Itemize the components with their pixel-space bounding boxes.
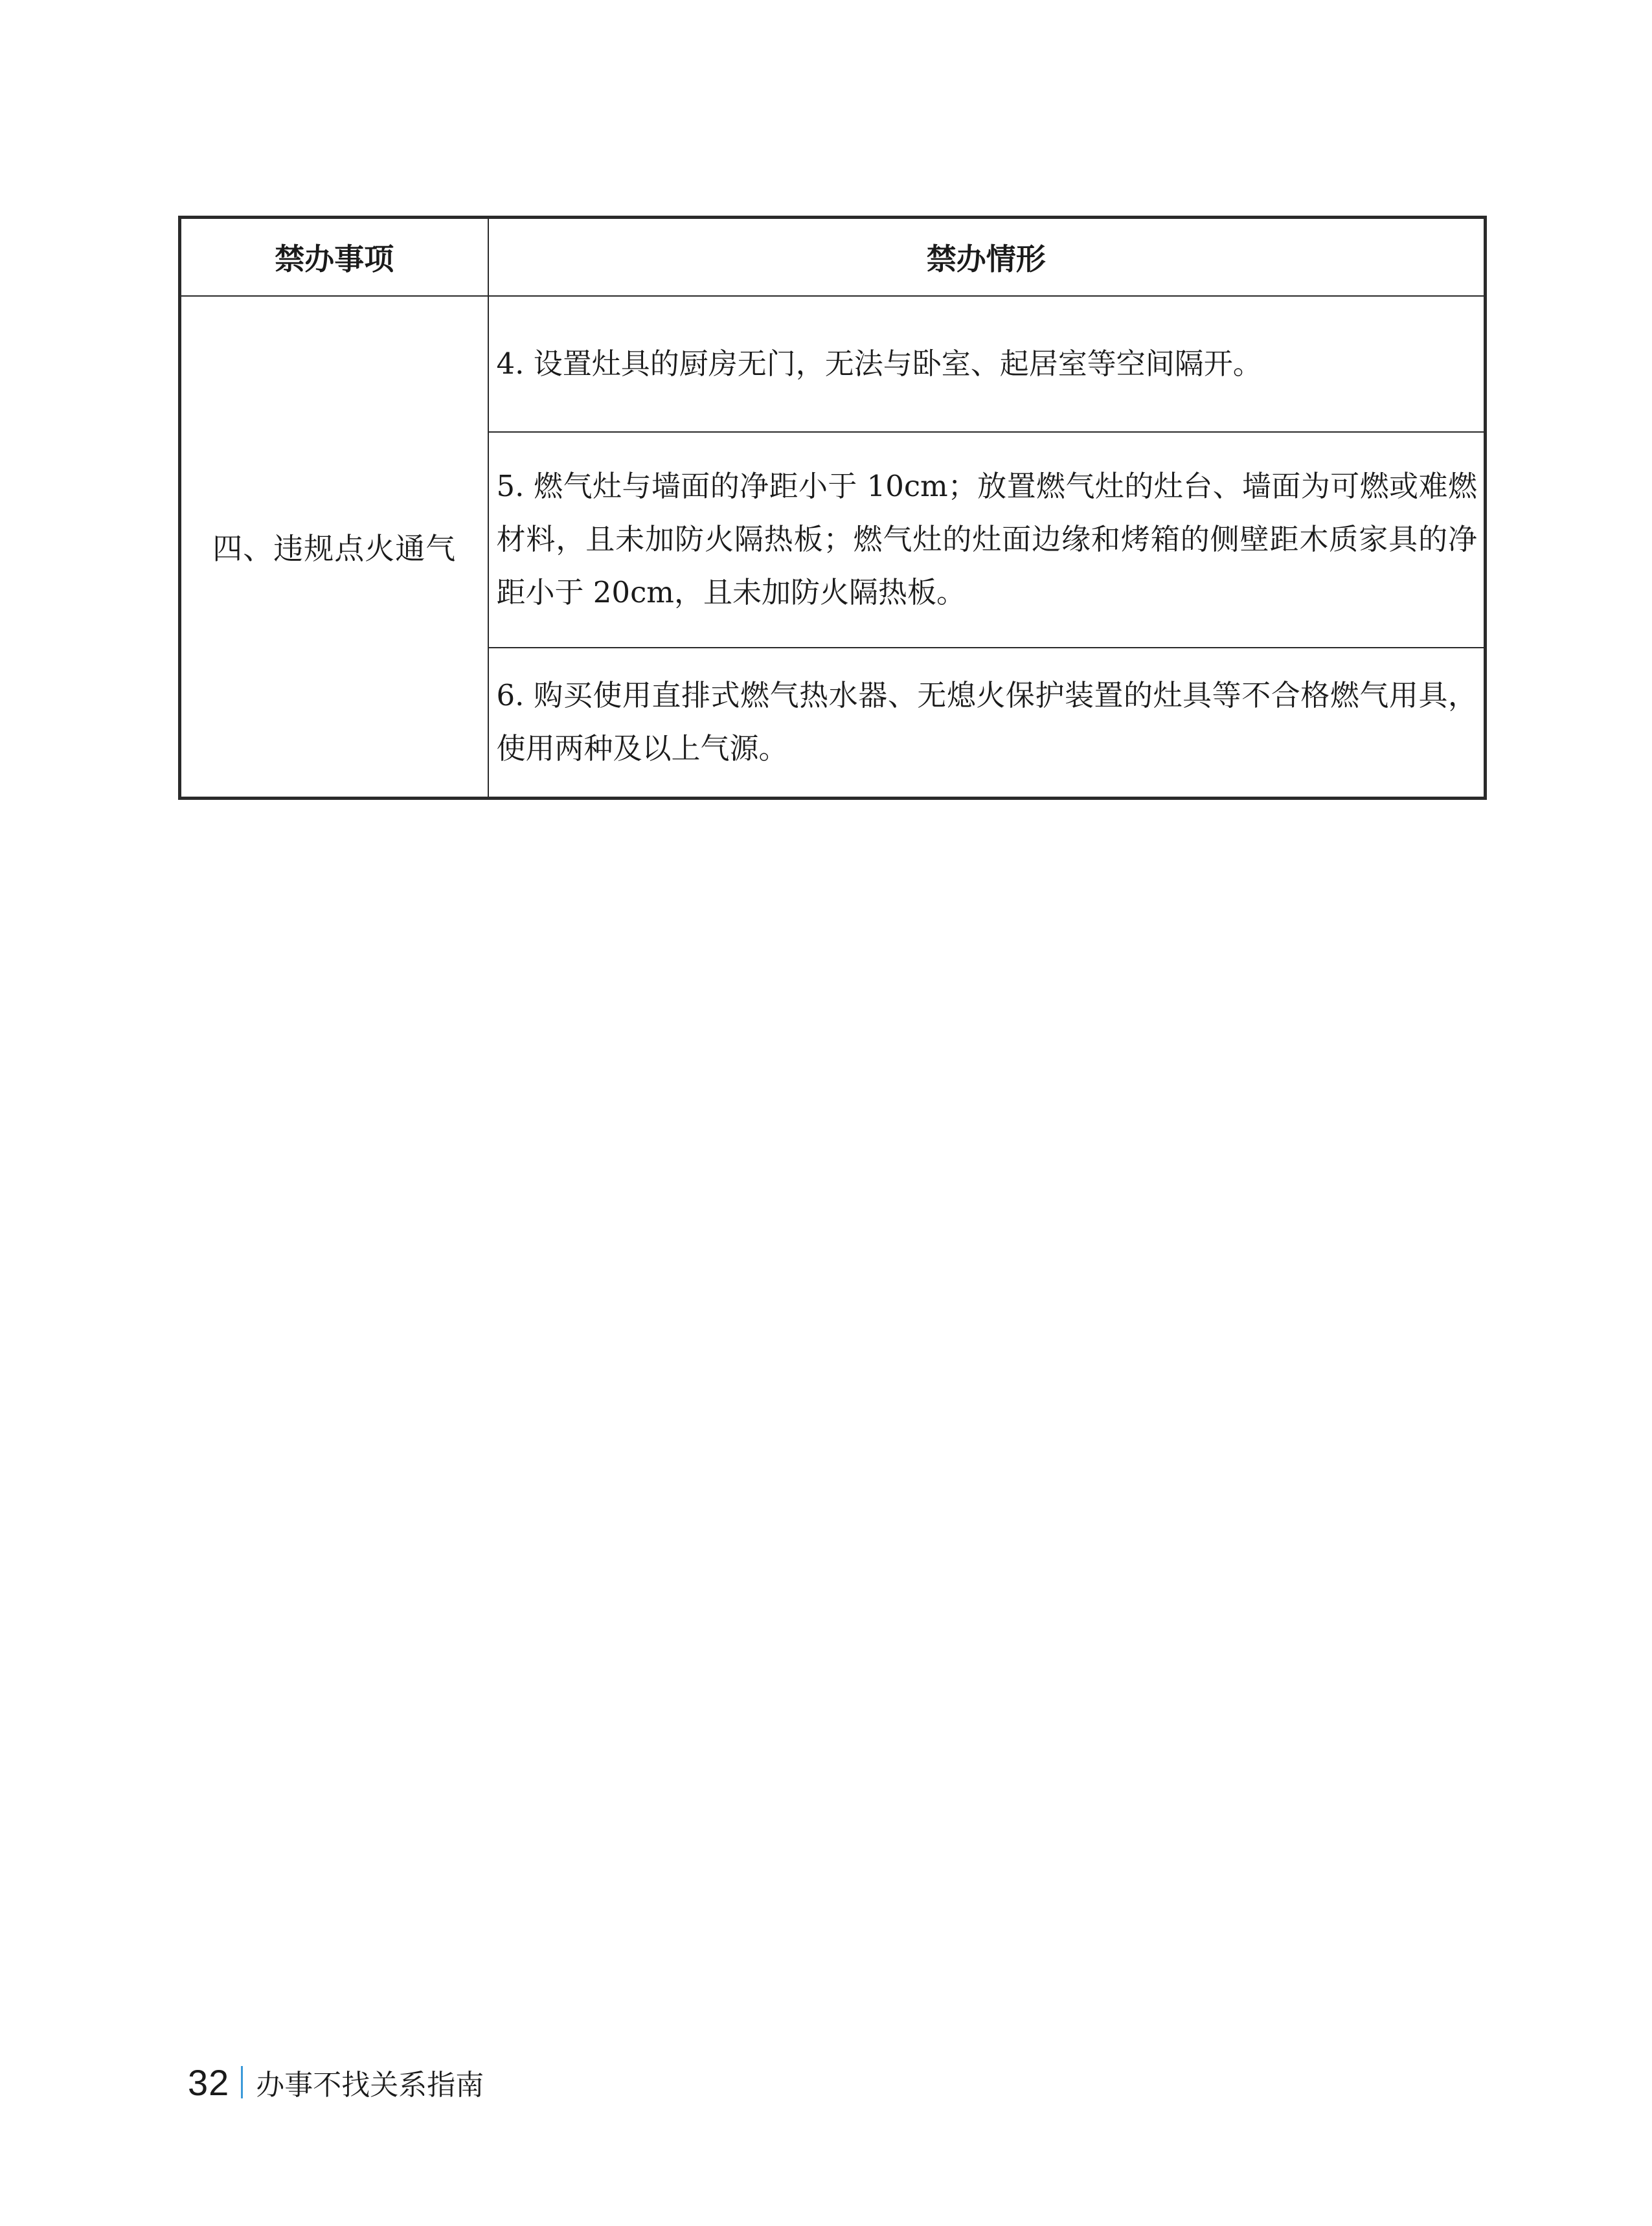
table-row [180, 296, 1486, 432]
page-number: 32 [188, 2061, 230, 2103]
category-cell: 四、违规点火通气 [180, 296, 488, 799]
situation-item-4: 4. 设置灶具的厨房无门，无法与卧室、起居室等空间隔开。 [488, 296, 1486, 432]
prohibited-items-table [178, 216, 1487, 800]
situation-item-5: 5. 燃气灶与墙面的净距小于 10cm；放置燃气灶的灶台、墙面为可燃或难燃材料，且未加防火隔热板；燃气灶的灶面边缘和烤箱的侧壁距木质家具的净距小于 20cm，且未加防火隔热板。 [488, 432, 1486, 648]
table-header-row [180, 218, 1486, 296]
header-prohibited-item: 禁办事项 [180, 218, 488, 296]
book-title: 办事不找关系指南 [256, 2069, 484, 2102]
situation-item-6: 6. 购买使用直排式燃气热水器、无熄火保护装置的灶具等不合格燃气用具，使用两种及以上气源。 [488, 648, 1486, 799]
header-prohibited-situation: 禁办情形 [488, 218, 1486, 296]
page-footer [188, 2060, 484, 2105]
footer-divider [241, 2066, 243, 2098]
